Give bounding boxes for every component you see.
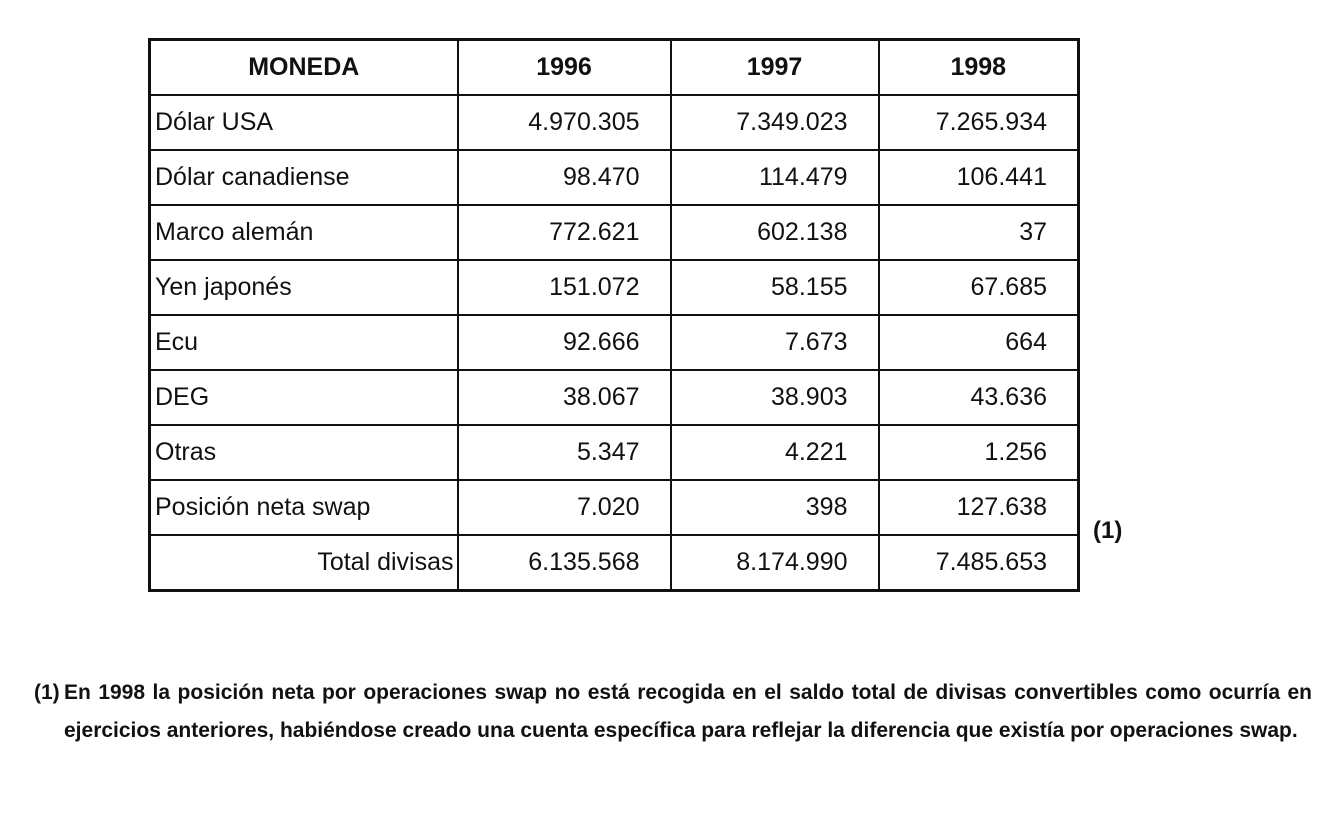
- header-currency: MONEDA: [150, 40, 458, 96]
- cell-1996: 98.470: [458, 150, 671, 205]
- cell-1996: 151.072: [458, 260, 671, 315]
- cell-1997: 7.673: [671, 315, 879, 370]
- cell-1998: 664: [879, 315, 1079, 370]
- cell-1998: 127.638: [879, 480, 1079, 535]
- total-1996: 6.135.568: [458, 535, 671, 591]
- total-label: Total divisas: [150, 535, 458, 591]
- row-label: Otras: [150, 425, 458, 480]
- cell-1998: 7.265.934: [879, 95, 1079, 150]
- table-row: [150, 425, 1079, 480]
- table-row: [150, 480, 1079, 535]
- cell-1997: 114.479: [671, 150, 879, 205]
- row-label: Marco alemán: [150, 205, 458, 260]
- cell-1997: 38.903: [671, 370, 879, 425]
- row-label: Ecu: [150, 315, 458, 370]
- table-row: [150, 370, 1079, 425]
- row-label: Dólar canadiense: [150, 150, 458, 205]
- table-row: [150, 205, 1079, 260]
- cell-1996: 92.666: [458, 315, 671, 370]
- cell-1996: 772.621: [458, 205, 671, 260]
- cell-1996: 4.970.305: [458, 95, 671, 150]
- table-row: [150, 95, 1079, 150]
- cell-1997: 58.155: [671, 260, 879, 315]
- cell-1997: 602.138: [671, 205, 879, 260]
- cell-1998: 1.256: [879, 425, 1079, 480]
- header-year-1998: 1998: [879, 40, 1079, 96]
- cell-1998: 43.636: [879, 370, 1079, 425]
- cell-1998: 37: [879, 205, 1079, 260]
- table-header-row: [150, 40, 1079, 96]
- cell-1998: 67.685: [879, 260, 1079, 315]
- cell-1996: 38.067: [458, 370, 671, 425]
- total-1998: 7.485.653: [879, 535, 1079, 591]
- row-label: Dólar USA: [150, 95, 458, 150]
- row-label: DEG: [150, 370, 458, 425]
- cell-1996: 5.347: [458, 425, 671, 480]
- footnote: [34, 674, 1312, 750]
- header-year-1996: 1996: [458, 40, 671, 96]
- row-label: Posición neta swap: [150, 480, 458, 535]
- table-row: [150, 315, 1079, 370]
- row-label: Yen japonés: [150, 260, 458, 315]
- cell-1997: 4.221: [671, 425, 879, 480]
- table-row: [150, 150, 1079, 205]
- table-total-row: [150, 535, 1079, 591]
- cell-1996: 7.020: [458, 480, 671, 535]
- table-row: [150, 260, 1079, 315]
- currency-table-container: [148, 38, 1080, 592]
- cell-1997: 7.349.023: [671, 95, 879, 150]
- header-year-1997: 1997: [671, 40, 879, 96]
- cell-1998: 106.441: [879, 150, 1079, 205]
- footnote-marker: (1): [34, 681, 60, 704]
- total-1997: 8.174.990: [671, 535, 879, 591]
- currency-table: [148, 38, 1080, 592]
- footnote-text: En 1998 la posición neta por operaciones swap no está recogida en el saldo total de divisas convertibles como ocurría en ejercicios anteriores, habiéndose creado una cuenta específica para reflejar la diferencia que existía por operaciones swap.: [64, 681, 1312, 742]
- footnote-reference-marker: (1): [1093, 517, 1123, 544]
- cell-1997: 398: [671, 480, 879, 535]
